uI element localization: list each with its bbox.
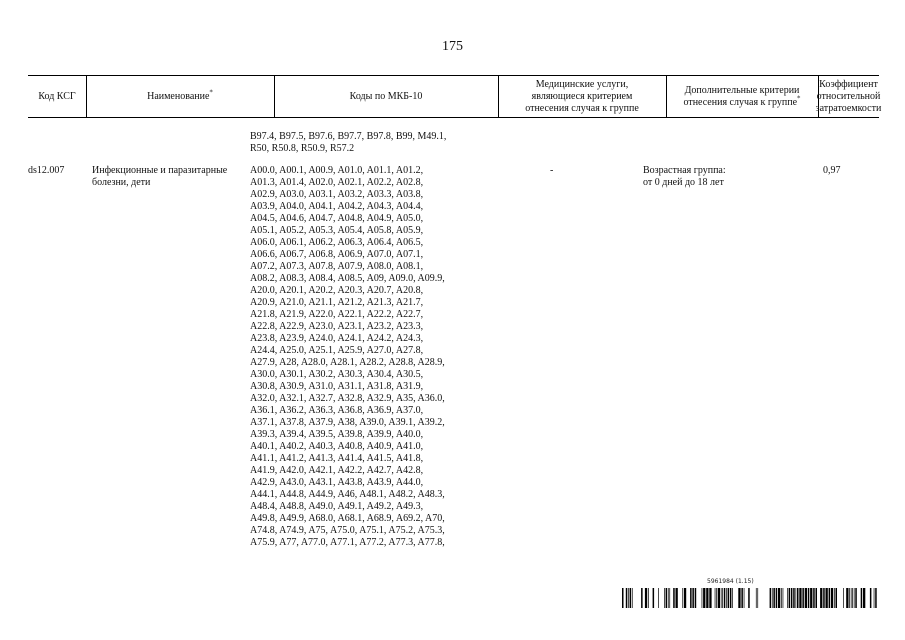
header-name-label: Наименование* <box>147 88 213 102</box>
table-header <box>28 75 882 118</box>
row-criteria: Возрастная группа: от 0 дней до 18 лет <box>643 165 726 188</box>
icd-code-line: A20.0, A20.1, A20.2, A20.3, A20.7, A20.8, <box>250 285 424 296</box>
icd-code-line: A20.9, A21.0, A21.1, A21.2, A21.3, A21.7, <box>250 297 424 308</box>
icd-code-line: A48.4, A48.8, A49.0, A49.1, A49.2, A49.3, <box>250 501 424 512</box>
continuation-codes: B97.4, B97.5, B97.6, B97.7, B97.8, B99, M49.1, R50, R50.8, R50.9, R57.2 <box>250 131 447 154</box>
icd-code-line: A21.8, A21.9, A22.0, A22.1, A22.2, A22.7, <box>250 309 424 320</box>
icd-code-line: A30.8, A30.9, A31.0, A31.1, A31.8, A31.9, <box>250 381 424 392</box>
header-code <box>28 76 86 117</box>
icd-code-line: A40.1, A40.2, A40.3, A40.8, A40.9, A41.0, <box>250 441 424 452</box>
icd-code-line: A27.9, A28, A28.0, A28.1, A28.2, A28.8, A28.9, <box>250 357 445 368</box>
icd-code-line: A41.9, A42.0, A42.1, A42.2, A42.7, A42.8, <box>250 465 424 476</box>
barcode-icon <box>622 588 877 608</box>
row-coefficient: 0,97 <box>823 165 841 176</box>
icd-code-line: A08.2, A08.3, A08.4, A08.5, A09, A09.0, A09.9, <box>250 273 445 284</box>
header-services-label: Медицинские услуги, являющиеся критерием отнесения случая к группе <box>525 78 639 114</box>
icd-code-line: A05.1, A05.2, A05.3, A05.4, A05.8, A05.9, <box>250 225 424 236</box>
page-number: 175 <box>442 39 463 54</box>
icd-code-line: A01.3, A01.4, A02.0, A02.1, A02.2, A02.8, <box>250 177 424 188</box>
icd-code-line: A49.8, A49.9, A68.0, A68.1, A68.9, A69.2, A70, <box>250 513 445 524</box>
barcode-label: 5961984 (1.15) <box>707 578 754 585</box>
icd-code-line: A75.9, A77, A77.0, A77.1, A77.2, A77.3, A77.8, <box>250 537 445 548</box>
icd-code-line: A00.0, A00.1, A00.9, A01.0, A01.1, A01.2, <box>250 165 424 176</box>
icd-code-line: A32.0, A32.1, A32.7, A32.8, A32.9, A35, A36.0, <box>250 393 445 404</box>
icd-code-line: A24.4, A25.0, A25.1, A25.9, A27.0, A27.8, <box>250 345 424 356</box>
icd-code-line: A30.0, A30.1, A30.2, A30.3, A30.4, A30.5, <box>250 369 424 380</box>
icd-code-line: A36.1, A36.2, A36.3, A36.8, A36.9, A37.0, <box>250 405 424 416</box>
icd-code-line: A39.3, A39.4, A39.5, A39.8, A39.9, A40.0, <box>250 429 424 440</box>
row-code: ds12.007 <box>28 165 65 176</box>
icd-code-line: A44.1, A44.8, A44.9, A46, A48.1, A48.2, A48.3, <box>250 489 445 500</box>
icd-code-line: A06.0, A06.1, A06.2, A06.3, A06.4, A06.5, <box>250 237 424 248</box>
icd-code-line: A37.1, A37.8, A37.9, A38, A39.0, A39.1, A39.2, <box>250 417 445 428</box>
row-services: - <box>550 165 554 176</box>
header-services <box>498 76 666 117</box>
header-coefficient-label: Коэффициент относительной затратоемкости <box>815 78 882 114</box>
header-criteria-label: Дополнительные критерии отнесения случая к группе* <box>683 84 801 108</box>
icd-code-line: A23.8, A23.9, A24.0, A24.1, A24.2, A24.3, <box>250 333 424 344</box>
row-name: Инфекционные и паразитарные болезни, дети <box>92 165 228 188</box>
icd-code-line: A03.9, A04.0, A04.1, A04.2, A04.3, A04.4, <box>250 201 424 212</box>
header-name <box>86 76 274 117</box>
header-criteria <box>666 76 818 117</box>
icd-code-line: A42.9, A43.0, A43.1, A43.8, A43.9, A44.0, <box>250 477 424 488</box>
icd-code-line: A22.8, A22.9, A23.0, A23.1, A23.2, A23.3, <box>250 321 424 332</box>
icd-code-line: A41.1, A41.2, A41.3, A41.4, A41.5, A41.8, <box>250 453 424 464</box>
icd-code-line: A74.8, A74.9, A75, A75.0, A75.1, A75.2, A75.3, <box>250 525 445 536</box>
header-code-label: Код КСГ <box>38 90 76 102</box>
icd-code-line: A04.5, A04.6, A04.7, A04.8, A04.9, A05.0, <box>250 213 424 224</box>
header-icd <box>274 76 498 117</box>
icd-code-line: A07.2, A07.3, A07.8, A07.9, A08.0, A08.1, <box>250 261 424 272</box>
row-icd-codes <box>250 165 445 549</box>
header-icd-label: Коды по МКБ-10 <box>349 90 423 102</box>
icd-code-line: A06.6, A06.7, A06.8, A06.9, A07.0, A07.1, <box>250 249 424 260</box>
icd-code-line: A02.9, A03.0, A03.1, A03.2, A03.3, A03.8, <box>250 189 424 200</box>
header-coefficient <box>815 76 882 117</box>
